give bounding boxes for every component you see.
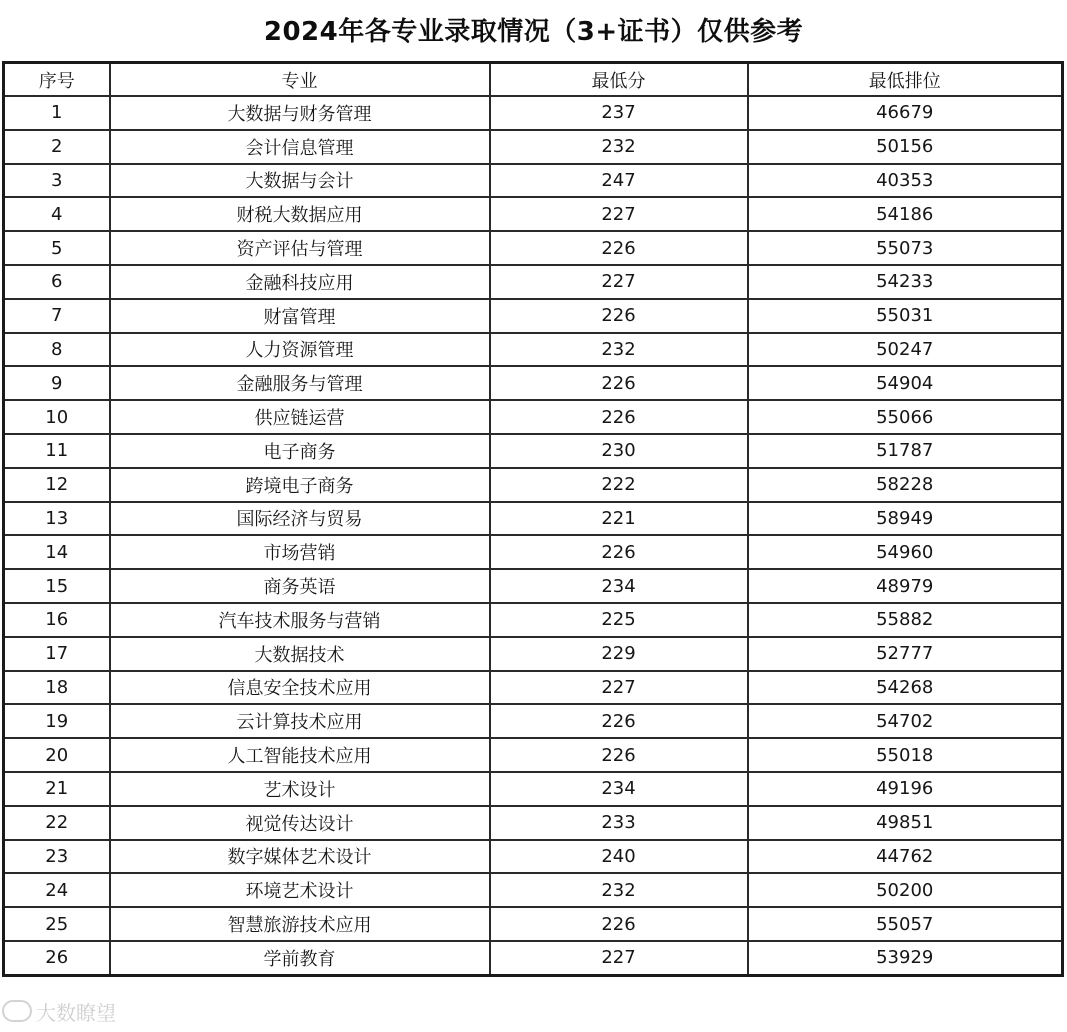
- table-row: [4, 468, 1063, 502]
- cell-major: 数字媒体艺术设计: [110, 840, 490, 874]
- table-row: [4, 873, 1063, 907]
- cell-major: 视觉传达设计: [110, 806, 490, 840]
- table-row: [4, 738, 1063, 772]
- cell-major: 财富管理: [110, 299, 490, 333]
- cell-major: 智慧旅游技术应用: [110, 907, 490, 941]
- table-row: [4, 637, 1063, 671]
- cell-min-score: 226: [490, 535, 748, 569]
- cell-major: 财税大数据应用: [110, 197, 490, 231]
- header-index: 序号: [4, 63, 110, 97]
- header-major: 专业: [110, 63, 490, 97]
- cell-min-rank: 49851: [748, 806, 1063, 840]
- cell-min-score: 230: [490, 434, 748, 468]
- table-row: [4, 941, 1063, 975]
- table-row: [4, 299, 1063, 333]
- cell-major: 环境艺术设计: [110, 873, 490, 907]
- table-row: [4, 806, 1063, 840]
- cell-major: 会计信息管理: [110, 130, 490, 164]
- cell-index: 16: [4, 603, 110, 637]
- table-row: [4, 164, 1063, 198]
- cell-major: 金融科技应用: [110, 265, 490, 299]
- cell-min-score: 227: [490, 197, 748, 231]
- table-row: [4, 130, 1063, 164]
- table-row: [4, 569, 1063, 603]
- cell-major: 信息安全技术应用: [110, 671, 490, 705]
- cell-min-rank: 54186: [748, 197, 1063, 231]
- cell-min-score: 226: [490, 400, 748, 434]
- cell-index: 7: [4, 299, 110, 333]
- cell-index: 3: [4, 164, 110, 198]
- cell-min-score: 232: [490, 873, 748, 907]
- cell-min-score: 229: [490, 637, 748, 671]
- cell-min-rank: 50200: [748, 873, 1063, 907]
- cell-min-score: 226: [490, 231, 748, 265]
- table-row: [4, 434, 1063, 468]
- cell-index: 24: [4, 873, 110, 907]
- cell-index: 26: [4, 941, 110, 975]
- cell-major: 艺术设计: [110, 772, 490, 806]
- cell-min-score: 226: [490, 704, 748, 738]
- cell-major: 资产评估与管理: [110, 231, 490, 265]
- cell-min-rank: 55882: [748, 603, 1063, 637]
- cell-min-rank: 54960: [748, 535, 1063, 569]
- cell-min-score: 227: [490, 265, 748, 299]
- cell-index: 25: [4, 907, 110, 941]
- cell-min-score: 232: [490, 333, 748, 367]
- cell-min-score: 226: [490, 907, 748, 941]
- cell-major: 金融服务与管理: [110, 366, 490, 400]
- table-row: [4, 400, 1063, 434]
- table-row: [4, 366, 1063, 400]
- table-row: [4, 603, 1063, 637]
- cell-min-score: 225: [490, 603, 748, 637]
- cell-min-rank: 58949: [748, 502, 1063, 536]
- cell-major: 大数据与会计: [110, 164, 490, 198]
- cell-min-rank: 50156: [748, 130, 1063, 164]
- cell-index: 11: [4, 434, 110, 468]
- table-row: [4, 96, 1063, 130]
- cell-min-rank: 54904: [748, 366, 1063, 400]
- cell-index: 10: [4, 400, 110, 434]
- title-bar: [0, 0, 1067, 58]
- cell-major: 汽车技术服务与营销: [110, 603, 490, 637]
- cell-major: 大数据与财务管理: [110, 96, 490, 130]
- cell-min-score: 227: [490, 941, 748, 975]
- cell-index: 5: [4, 231, 110, 265]
- cell-index: 20: [4, 738, 110, 772]
- cell-min-rank: 55073: [748, 231, 1063, 265]
- cell-major: 学前教育: [110, 941, 490, 975]
- cell-min-rank: 49196: [748, 772, 1063, 806]
- cell-major: 人力资源管理: [110, 333, 490, 367]
- table-row: [4, 772, 1063, 806]
- cell-index: 18: [4, 671, 110, 705]
- cell-min-score: 226: [490, 738, 748, 772]
- cell-min-rank: 53929: [748, 941, 1063, 975]
- cell-min-rank: 54702: [748, 704, 1063, 738]
- table-row: [4, 671, 1063, 705]
- watermark-text: 大数瞭望: [36, 1000, 116, 1025]
- cell-index: 19: [4, 704, 110, 738]
- cell-major: 市场营销: [110, 535, 490, 569]
- cell-min-rank: 48979: [748, 569, 1063, 603]
- cell-min-score: 226: [490, 366, 748, 400]
- table-row: [4, 502, 1063, 536]
- table-body: [4, 96, 1063, 975]
- cell-index: 23: [4, 840, 110, 874]
- cell-index: 15: [4, 569, 110, 603]
- cell-major: 大数据技术: [110, 637, 490, 671]
- header-min-score: 最低分: [490, 63, 748, 97]
- cell-min-rank: 55066: [748, 400, 1063, 434]
- table-row: [4, 840, 1063, 874]
- cell-min-rank: 55031: [748, 299, 1063, 333]
- cell-min-rank: 50247: [748, 333, 1063, 367]
- table-row: [4, 535, 1063, 569]
- cell-min-score: 233: [490, 806, 748, 840]
- cell-index: 21: [4, 772, 110, 806]
- table-row: [4, 907, 1063, 941]
- table-header-row: [4, 63, 1063, 97]
- cell-min-rank: 54268: [748, 671, 1063, 705]
- cell-index: 8: [4, 333, 110, 367]
- cell-index: 4: [4, 197, 110, 231]
- cell-major: 电子商务: [110, 434, 490, 468]
- cell-min-rank: 58228: [748, 468, 1063, 502]
- cell-major: 商务英语: [110, 569, 490, 603]
- cell-min-rank: 52777: [748, 637, 1063, 671]
- table-row: [4, 197, 1063, 231]
- cell-min-rank: 44762: [748, 840, 1063, 874]
- cell-index: 17: [4, 637, 110, 671]
- cell-index: 1: [4, 96, 110, 130]
- cell-min-rank: 54233: [748, 265, 1063, 299]
- watermark: [2, 996, 116, 1026]
- page-title: 2024年各专业录取情况（3+证书）仅供参考: [263, 16, 804, 47]
- brand-logo-icon: [2, 1000, 32, 1022]
- cell-min-rank: 55057: [748, 907, 1063, 941]
- cell-min-score: 227: [490, 671, 748, 705]
- cell-index: 6: [4, 265, 110, 299]
- cell-min-score: 240: [490, 840, 748, 874]
- table-row: [4, 231, 1063, 265]
- cell-index: 9: [4, 366, 110, 400]
- table-row: [4, 265, 1063, 299]
- cell-min-score: 234: [490, 772, 748, 806]
- cell-index: 22: [4, 806, 110, 840]
- cell-index: 13: [4, 502, 110, 536]
- cell-index: 2: [4, 130, 110, 164]
- cell-min-rank: 40353: [748, 164, 1063, 198]
- cell-min-rank: 55018: [748, 738, 1063, 772]
- cell-min-rank: 51787: [748, 434, 1063, 468]
- table-row: [4, 704, 1063, 738]
- cell-index: 12: [4, 468, 110, 502]
- cell-min-score: 234: [490, 569, 748, 603]
- cell-min-score: 237: [490, 96, 748, 130]
- header-min-rank: 最低排位: [748, 63, 1063, 97]
- admission-table: [2, 61, 1064, 977]
- cell-min-score: 221: [490, 502, 748, 536]
- cell-index: 14: [4, 535, 110, 569]
- cell-min-score: 247: [490, 164, 748, 198]
- cell-min-score: 226: [490, 299, 748, 333]
- cell-min-score: 232: [490, 130, 748, 164]
- cell-major: 跨境电子商务: [110, 468, 490, 502]
- cell-min-score: 222: [490, 468, 748, 502]
- cell-major: 人工智能技术应用: [110, 738, 490, 772]
- cell-min-rank: 46679: [748, 96, 1063, 130]
- cell-major: 供应链运营: [110, 400, 490, 434]
- cell-major: 国际经济与贸易: [110, 502, 490, 536]
- table-row: [4, 333, 1063, 367]
- cell-major: 云计算技术应用: [110, 704, 490, 738]
